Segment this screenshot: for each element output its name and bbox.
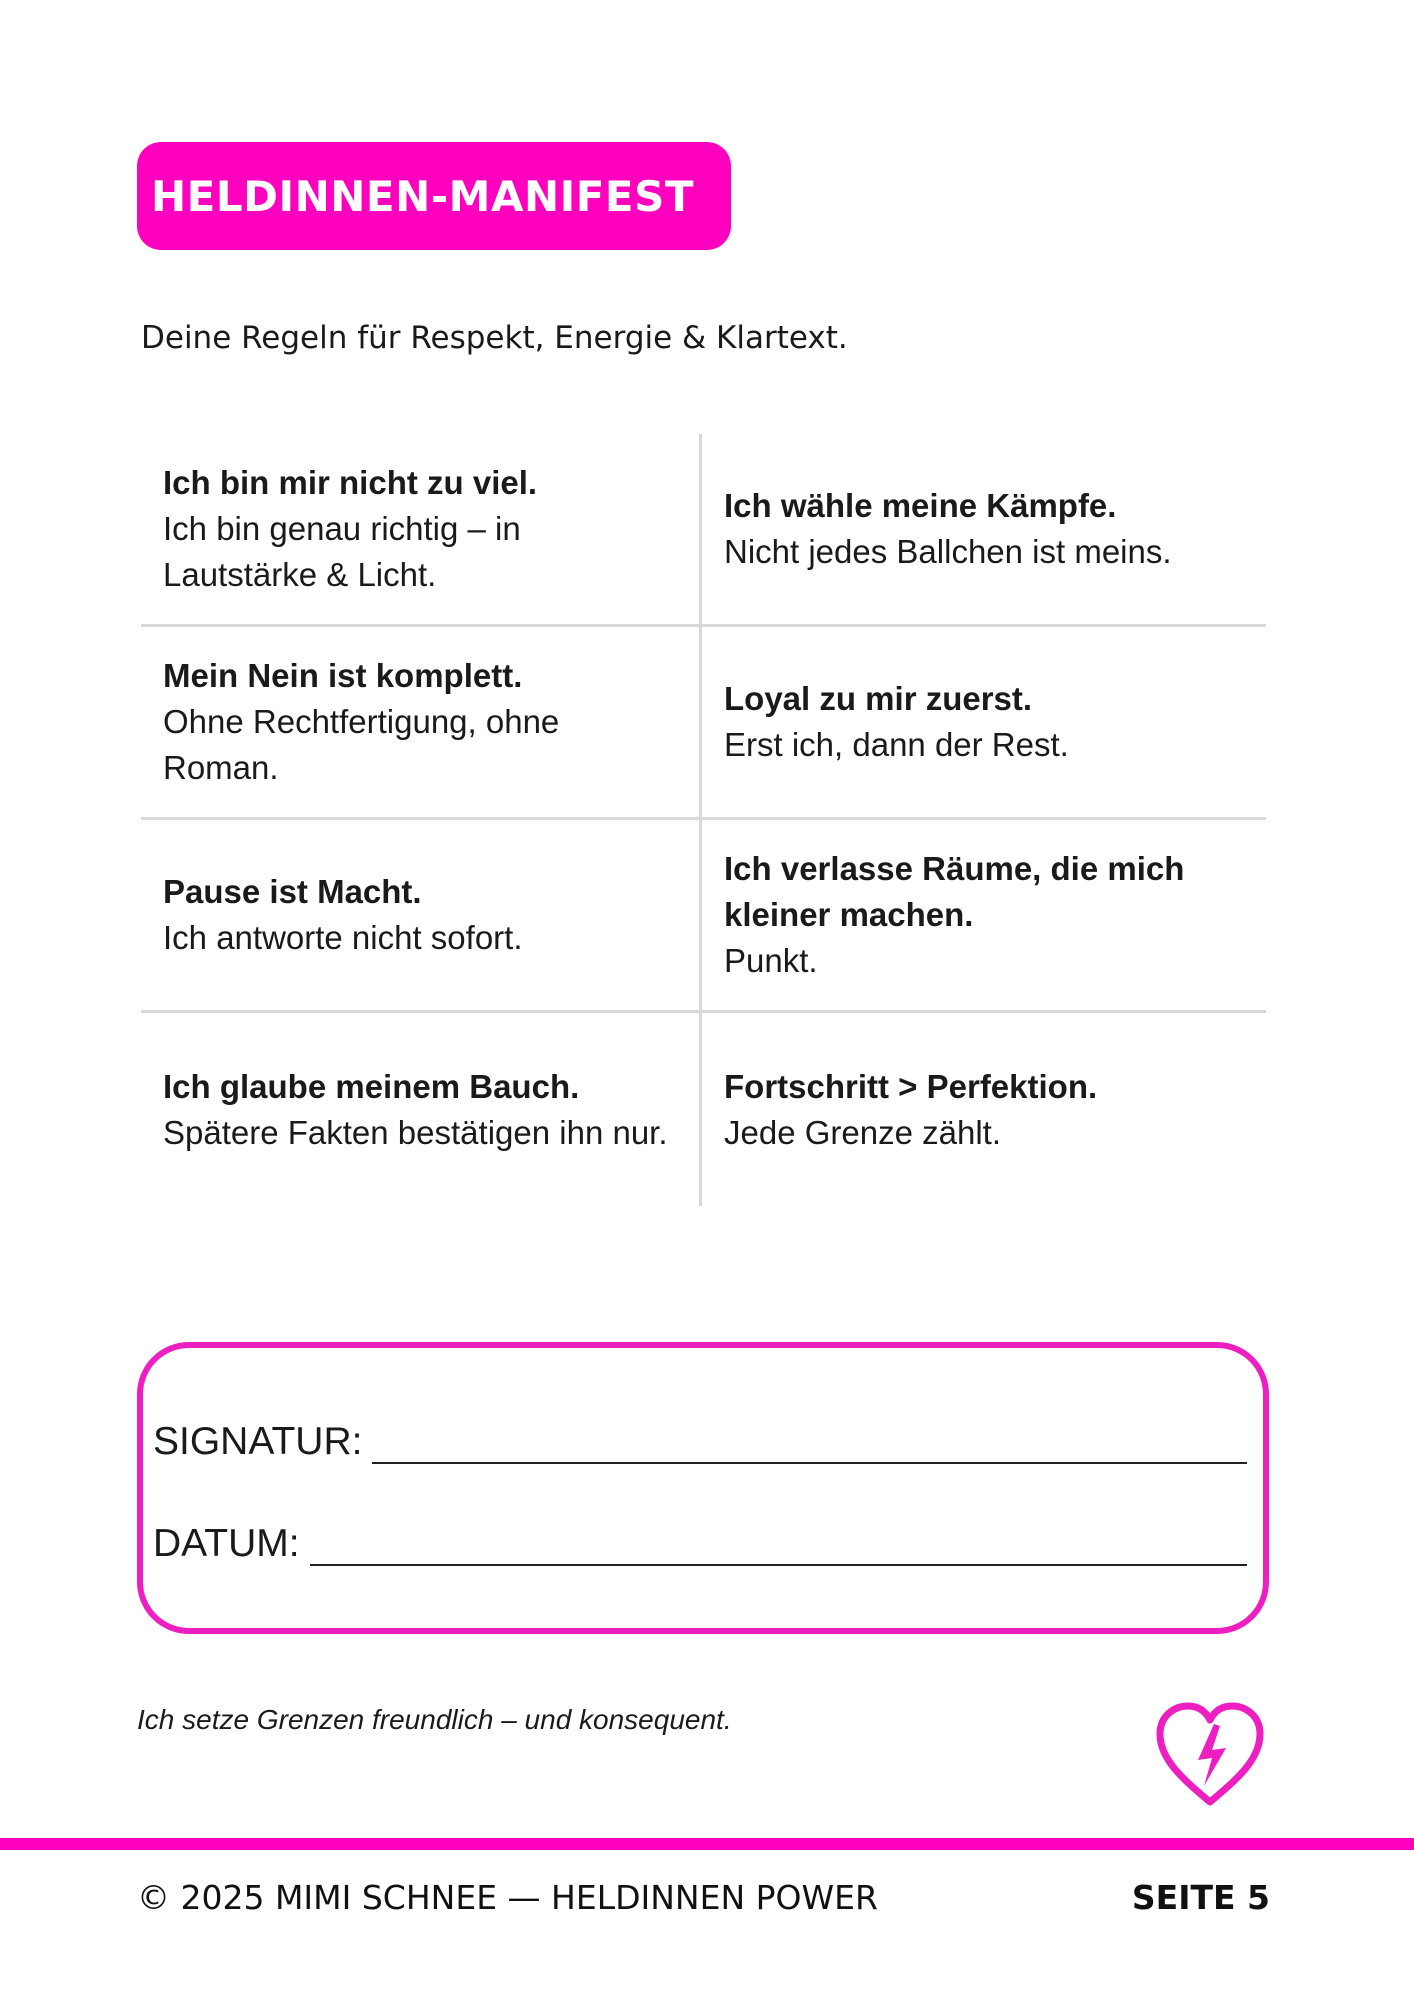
- rule-heading: Fortschritt > Perfektion.: [724, 1067, 1098, 1105]
- rule-text: Ohne Rechtfertigung, ohne Roman.: [163, 703, 560, 786]
- rule-text: Jede Grenze zählt.: [724, 1113, 1001, 1151]
- rule-heading: Ich wähle meine Kämpfe.: [724, 487, 1117, 524]
- page-title: HELDINNEN-MANIFEST: [151, 171, 695, 221]
- footer-divider: [0, 1838, 1414, 1850]
- rule-cell: [702, 1013, 1266, 1206]
- rule-cell: [141, 1013, 702, 1206]
- rule-cell: [702, 627, 1266, 820]
- signature-rule[interactable]: [372, 1428, 1247, 1464]
- footer-copyright: © 2025 MIMI SCHNEE — HELDINNEN POWER: [137, 1878, 878, 1917]
- rule-heading: Pause ist Macht.: [163, 873, 422, 910]
- broken-heart-icon: [1150, 1698, 1270, 1810]
- rule-cell: [141, 820, 702, 1013]
- title-banner: [137, 142, 731, 250]
- rule-heading: Ich glaube meinem Bauch.: [163, 1067, 580, 1105]
- rule-cell: [141, 627, 702, 820]
- rule-text: Punkt.: [724, 942, 818, 979]
- rule-heading: Ich bin mir nicht zu viel.: [163, 464, 538, 501]
- page-subtitle: Deine Regeln für Respekt, Energie & Klartext.: [141, 320, 848, 356]
- rule-heading: Mein Nein ist komplett.: [163, 657, 523, 694]
- rule-cell: [141, 434, 702, 627]
- motto-text: Ich setze Grenzen freundlich – und konsequent.: [137, 1704, 732, 1735]
- date-line[interactable]: [153, 1522, 1247, 1566]
- rule-text: Erst ich, dann der Rest.: [724, 726, 1069, 763]
- signature-line[interactable]: [153, 1420, 1247, 1464]
- rule-cell: [702, 820, 1266, 1013]
- signature-box: [137, 1342, 1269, 1634]
- rule-text: Ich antworte nicht sofort.: [163, 919, 523, 956]
- signature-label: SIGNATUR:: [153, 1420, 363, 1463]
- rule-text: Nicht jedes Ballchen ist meins.: [724, 533, 1172, 570]
- rules-grid: [141, 434, 1266, 1206]
- rule-text: Ich bin genau richtig – in Lautstärke & Licht.: [163, 510, 521, 593]
- rule-text: Spätere Fakten bestätigen ihn nur.: [163, 1113, 668, 1151]
- rule-heading: Ich verlasse Räume, die mich kleiner machen.: [724, 850, 1185, 933]
- rule-heading: Loyal zu mir zuerst.: [724, 680, 1033, 717]
- page-number: SEITE 5: [1131, 1878, 1270, 1917]
- rule-cell: [702, 434, 1266, 627]
- date-rule[interactable]: [310, 1530, 1247, 1566]
- date-label: DATUM:: [153, 1522, 300, 1565]
